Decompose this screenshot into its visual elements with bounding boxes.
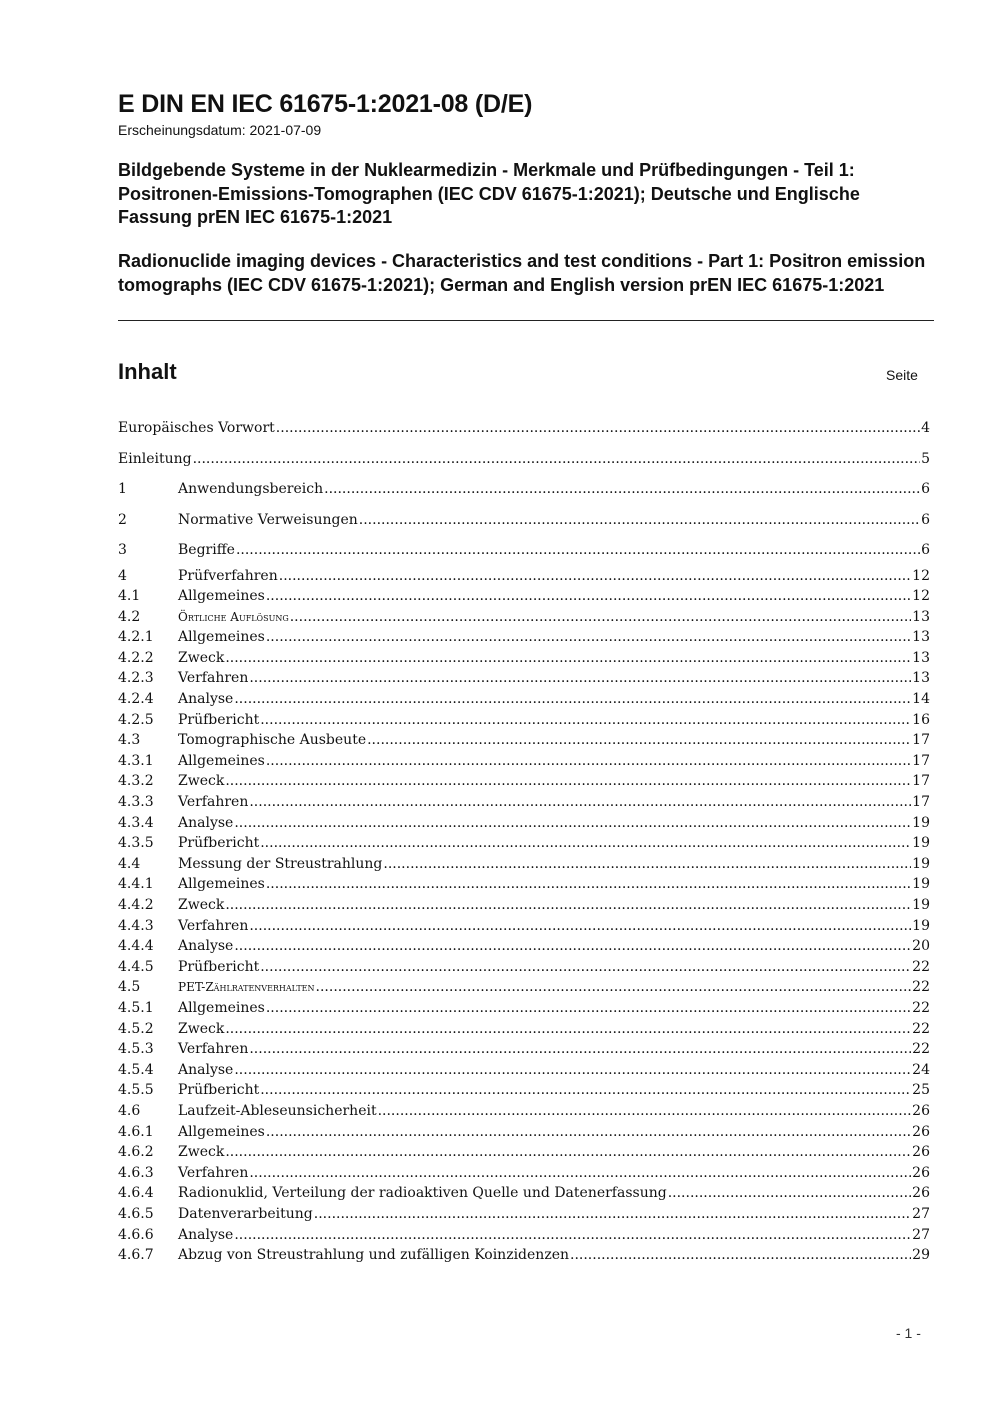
toc-entry-number: 4.2.3 (118, 670, 154, 687)
toc-leader-dots (279, 566, 911, 587)
toc-leader-dots (266, 998, 911, 1019)
toc-entry-title: Analyse (178, 1226, 234, 1243)
toc-entry-number: 4.4.2 (118, 897, 154, 913)
toc-leader-dots (276, 413, 920, 444)
toc-entry-title: Analyse (178, 814, 234, 831)
toc-entry-title: Allgemeines (178, 1123, 265, 1140)
toc-entry-number: 4.5.1 (118, 999, 154, 1016)
toc-leader-dots (236, 535, 920, 566)
toc-entry-number: 4.5 (118, 979, 141, 996)
toc-entry-page: 17 (912, 773, 930, 790)
toc-entry-title: Abzug von Streustrahlung und zufälligen Koinzidenzen (178, 1247, 569, 1264)
toc-leader-dots (266, 874, 911, 895)
toc-entry-title: Örtliche Auflösung (178, 609, 289, 624)
toc-leader-dots (260, 710, 911, 731)
toc-entry-page: 13 (912, 670, 930, 687)
toc-entry[interactable] (118, 1122, 930, 1143)
toc-entry-title: Messung der Streustrahlung (178, 855, 383, 872)
toc-entry-title: Allgemeines (178, 588, 265, 605)
toc-entry-page: 13 (912, 629, 930, 646)
toc-entry-number: 4.6 (118, 1102, 141, 1119)
toc-entry[interactable] (118, 1245, 930, 1266)
toc-leader-dots (225, 1142, 911, 1163)
toc-entry[interactable] (118, 1019, 930, 1040)
toc-entry[interactable] (118, 566, 930, 587)
toc-leader-dots (260, 1080, 911, 1101)
toc-entry-number: 4.6.3 (118, 1164, 154, 1181)
toc-entry-number: 4.6.4 (118, 1185, 154, 1202)
toc-leader-dots (316, 977, 912, 998)
toc-entry-page: 19 (912, 835, 930, 852)
toc-leader-dots (249, 668, 911, 689)
toc-entry[interactable] (118, 444, 930, 475)
toc-entry[interactable] (118, 607, 930, 628)
toc-entry-page: 16 (912, 711, 930, 728)
toc-entry-number: 4.5.2 (118, 1020, 154, 1037)
toc-leader-dots (260, 833, 911, 854)
toc-entry-number: 4.2.2 (118, 649, 154, 666)
toc-leader-dots (234, 689, 911, 710)
toc-leader-dots (668, 1183, 911, 1204)
toc-entry-page: 19 (912, 897, 930, 913)
toc-leader-dots (570, 1245, 911, 1266)
toc-entry-number: 4.3.4 (118, 814, 154, 831)
toc-leader-dots (266, 627, 911, 648)
toc-entry[interactable] (118, 586, 930, 607)
toc-entry-number: 4.3 (118, 732, 141, 749)
toc-entry-number: 2 (118, 511, 127, 528)
toc-entry[interactable] (118, 1060, 930, 1081)
toc-entry[interactable] (118, 1101, 930, 1122)
toc-entry-page: 24 (912, 1061, 930, 1078)
toc-leader-dots (378, 1101, 912, 1122)
toc-entry[interactable] (118, 689, 930, 710)
toc-entry-title: Prüfverfahren (178, 567, 278, 584)
toc-entry-number: 4.6.5 (118, 1205, 154, 1222)
toc-entry[interactable] (118, 771, 930, 792)
toc-leader-dots (266, 751, 911, 772)
toc-entry[interactable] (118, 730, 930, 751)
toc-entry[interactable] (118, 413, 930, 444)
toc-entry-number: 4.3.5 (118, 835, 154, 852)
toc-entry-page: 5 (921, 450, 930, 467)
toc-entry[interactable] (118, 535, 930, 566)
toc-entry-title: Normative Verweisungen (178, 511, 358, 528)
toc-entry-number: 4.1 (118, 588, 141, 605)
toc-entry-page: 17 (912, 752, 930, 769)
toc-entry-page: 19 (912, 814, 930, 831)
toc-entry-title: Verfahren (178, 917, 249, 934)
toc-leader-dots (359, 505, 920, 536)
toc-entry-number: 4.4.3 (118, 917, 154, 934)
toc-heading: Inhalt (118, 359, 177, 384)
toc-entry[interactable] (118, 1204, 930, 1225)
toc-leader-dots (266, 586, 911, 607)
toc-leader-dots (290, 607, 911, 628)
toc-entry[interactable] (118, 1142, 930, 1163)
toc-entry-page: 6 (921, 511, 930, 528)
toc-entry-page: 27 (912, 1226, 930, 1243)
toc-leader-dots (234, 936, 911, 957)
toc-entry-title: Verfahren (178, 794, 249, 811)
toc-entry-page: 29 (912, 1247, 930, 1264)
toc-leader-dots (225, 771, 911, 792)
toc-entry-title: Analyse (178, 938, 234, 955)
toc-page-label: Seite (886, 367, 918, 383)
toc-entry-page: 26 (912, 1164, 930, 1181)
toc-entry-number: 4.5.5 (118, 1082, 154, 1099)
toc-entry[interactable] (118, 977, 930, 998)
toc-entry-title: Allgemeines (178, 752, 265, 769)
toc-entry-title: Verfahren (178, 1041, 249, 1058)
toc-entry-title: Tomographische Ausbeute (178, 732, 367, 749)
title-german: Bildgebende Systeme in der Nuklearmedizin - Merkmale und Prüfbedingungen - Teil 1: Positronen-Emissions-Tomographen (IEC CDV 61675-1:2021); Deutsche und Englische Fassung prEN IEC 61675-1:2021 (118, 160, 860, 227)
toc-entry-number: 4.6.1 (118, 1123, 154, 1140)
toc-entry-number: 4.2.1 (118, 629, 154, 646)
table-of-contents (118, 413, 930, 1266)
toc-entry-number: 4 (118, 567, 127, 584)
toc-entry-page: 22 (912, 979, 930, 996)
toc-entry-title: Zweck (178, 1020, 225, 1037)
toc-entry-page: 19 (912, 917, 930, 934)
toc-entry-number: 1 (118, 481, 127, 497)
toc-entry[interactable] (118, 648, 930, 669)
toc-entry[interactable] (118, 854, 930, 875)
toc-entry[interactable] (118, 874, 930, 895)
toc-leader-dots (234, 1060, 911, 1081)
toc-entry-page: 22 (912, 1020, 930, 1037)
toc-entry-title: Zweck (178, 897, 225, 913)
toc-entry-title: Allgemeines (178, 876, 265, 893)
toc-entry-number: 4.6.7 (118, 1247, 154, 1264)
toc-entry-page: 13 (912, 649, 930, 666)
toc-entry[interactable] (118, 1163, 930, 1184)
toc-entry-number: 4.3.2 (118, 773, 154, 790)
toc-entry-title: Verfahren (178, 670, 249, 687)
toc-entry-page: 26 (912, 1144, 930, 1161)
toc-entry-page: 22 (912, 958, 930, 975)
toc-entry-number: 4.5.4 (118, 1061, 154, 1078)
toc-leader-dots (249, 792, 911, 813)
toc-entry[interactable] (118, 895, 930, 916)
document-id: E DIN EN IEC 61675-1:2021-08 (D/E) (118, 90, 533, 118)
toc-entry[interactable] (118, 957, 930, 978)
toc-entry-page: 25 (912, 1082, 930, 1099)
toc-entry-page: 17 (912, 794, 930, 811)
toc-entry-page: 27 (912, 1205, 930, 1222)
toc-leader-dots (324, 474, 920, 505)
toc-entry[interactable] (118, 1183, 930, 1204)
toc-entry[interactable] (118, 1080, 930, 1101)
toc-entry-title: Analyse (178, 1061, 234, 1078)
toc-entry-page: 6 (921, 481, 930, 497)
toc-entry-title: Begriffe (178, 542, 235, 558)
toc-leader-dots (234, 813, 911, 834)
toc-entry-page: 22 (912, 1041, 930, 1058)
toc-entry-page: 20 (912, 938, 930, 955)
toc-entry-number: 4.2.5 (118, 711, 154, 728)
toc-leader-dots (249, 916, 911, 937)
toc-leader-dots (383, 854, 911, 875)
toc-entry-page: 12 (912, 588, 930, 605)
toc-entry-page: 14 (912, 691, 930, 708)
toc-entry-number: 4.6.2 (118, 1144, 154, 1161)
toc-entry-title: Allgemeines (178, 999, 265, 1016)
toc-leader-dots (234, 1225, 911, 1246)
toc-entry-title: Allgemeines (178, 629, 265, 646)
toc-entry-title: Prüfbericht (178, 958, 260, 975)
toc-entry-page: 19 (912, 855, 930, 872)
toc-leader-dots (314, 1204, 911, 1225)
toc-leader-dots (249, 1163, 911, 1184)
toc-leader-dots (193, 444, 921, 475)
toc-leader-dots (260, 957, 911, 978)
toc-entry-title: Analyse (178, 691, 234, 708)
toc-entry[interactable] (118, 792, 930, 813)
toc-entry-number: 4.4.5 (118, 958, 154, 975)
toc-entry-number: 4.6.6 (118, 1226, 154, 1243)
toc-entry-title: Zweck (178, 1144, 225, 1161)
toc-leader-dots (225, 648, 911, 669)
toc-entry-title: Zweck (178, 773, 225, 790)
toc-entry[interactable] (118, 751, 930, 772)
toc-entry[interactable] (118, 936, 930, 957)
toc-entry-page: 12 (912, 567, 930, 584)
toc-entry[interactable] (118, 813, 930, 834)
toc-entry-page: 26 (912, 1185, 930, 1202)
toc-entry-number: 3 (118, 542, 127, 558)
toc-entry-title: Einleitung (118, 450, 192, 467)
toc-entry[interactable] (118, 1039, 930, 1060)
publication-date: Erscheinungsdatum: 2021-07-09 (118, 122, 322, 138)
toc-entry-number: 4.4 (118, 855, 141, 872)
toc-entry-page: 4 (921, 420, 930, 436)
toc-entry-title: Prüfbericht (178, 711, 260, 728)
toc-entry[interactable] (118, 627, 930, 648)
toc-entry-page: 26 (912, 1123, 930, 1140)
toc-entry-page: 22 (912, 999, 930, 1016)
toc-entry[interactable] (118, 474, 930, 505)
toc-entry-title: Anwendungsbereich (178, 481, 324, 497)
toc-entry-page: 26 (912, 1102, 930, 1119)
toc-entry-page: 13 (912, 608, 930, 625)
toc-entry[interactable] (118, 668, 930, 689)
toc-entry-title: Prüfbericht (178, 835, 260, 852)
toc-entry-number: 4.5.3 (118, 1041, 154, 1058)
toc-entry[interactable] (118, 916, 930, 937)
toc-entry-number: 4.3.3 (118, 794, 154, 811)
toc-leader-dots (266, 1122, 911, 1143)
toc-entry-title: Verfahren (178, 1164, 249, 1181)
toc-entry[interactable] (118, 505, 930, 536)
toc-entry[interactable] (118, 833, 930, 854)
toc-entry-title: PET-Zählratenverhalten (178, 980, 315, 995)
toc-entry-number: 4.2.4 (118, 691, 154, 708)
toc-leader-dots (225, 1019, 911, 1040)
toc-entry[interactable] (118, 710, 930, 731)
toc-entry[interactable] (118, 1225, 930, 1246)
toc-entry-title: Zweck (178, 649, 225, 666)
toc-entry-number: 4.3.1 (118, 752, 154, 769)
toc-leader-dots (367, 730, 911, 751)
toc-leader-dots (225, 895, 911, 916)
toc-leader-dots (249, 1039, 911, 1060)
toc-entry-number: 4.2 (118, 608, 141, 625)
toc-entry-title: Datenverarbeitung (178, 1205, 313, 1222)
toc-entry-number: 4.4.1 (118, 876, 154, 893)
toc-entry-page: 19 (912, 876, 930, 893)
toc-entry-title: Radionuklid, Verteilung der radioaktiven Quelle und Datenerfassung (178, 1185, 667, 1202)
toc-entry-number: 4.4.4 (118, 938, 154, 955)
toc-entry-page: 6 (921, 542, 930, 558)
header-divider (118, 320, 934, 321)
toc-entry-title: Europäisches Vorwort (118, 420, 275, 436)
page-number: - 1 - (896, 1325, 921, 1341)
toc-entry-title: Laufzeit-Ableseunsicherheit (178, 1102, 377, 1119)
toc-entry-title: Prüfbericht (178, 1082, 260, 1099)
toc-entry-page: 17 (912, 732, 930, 749)
toc-entry[interactable] (118, 998, 930, 1019)
title-english: Radionuclide imaging devices - Characteristics and test conditions - Part 1: Positron emission tomographs (IEC CDV 61675-1:2021); German and English version prEN IEC 61675-1:2021 (118, 251, 926, 295)
